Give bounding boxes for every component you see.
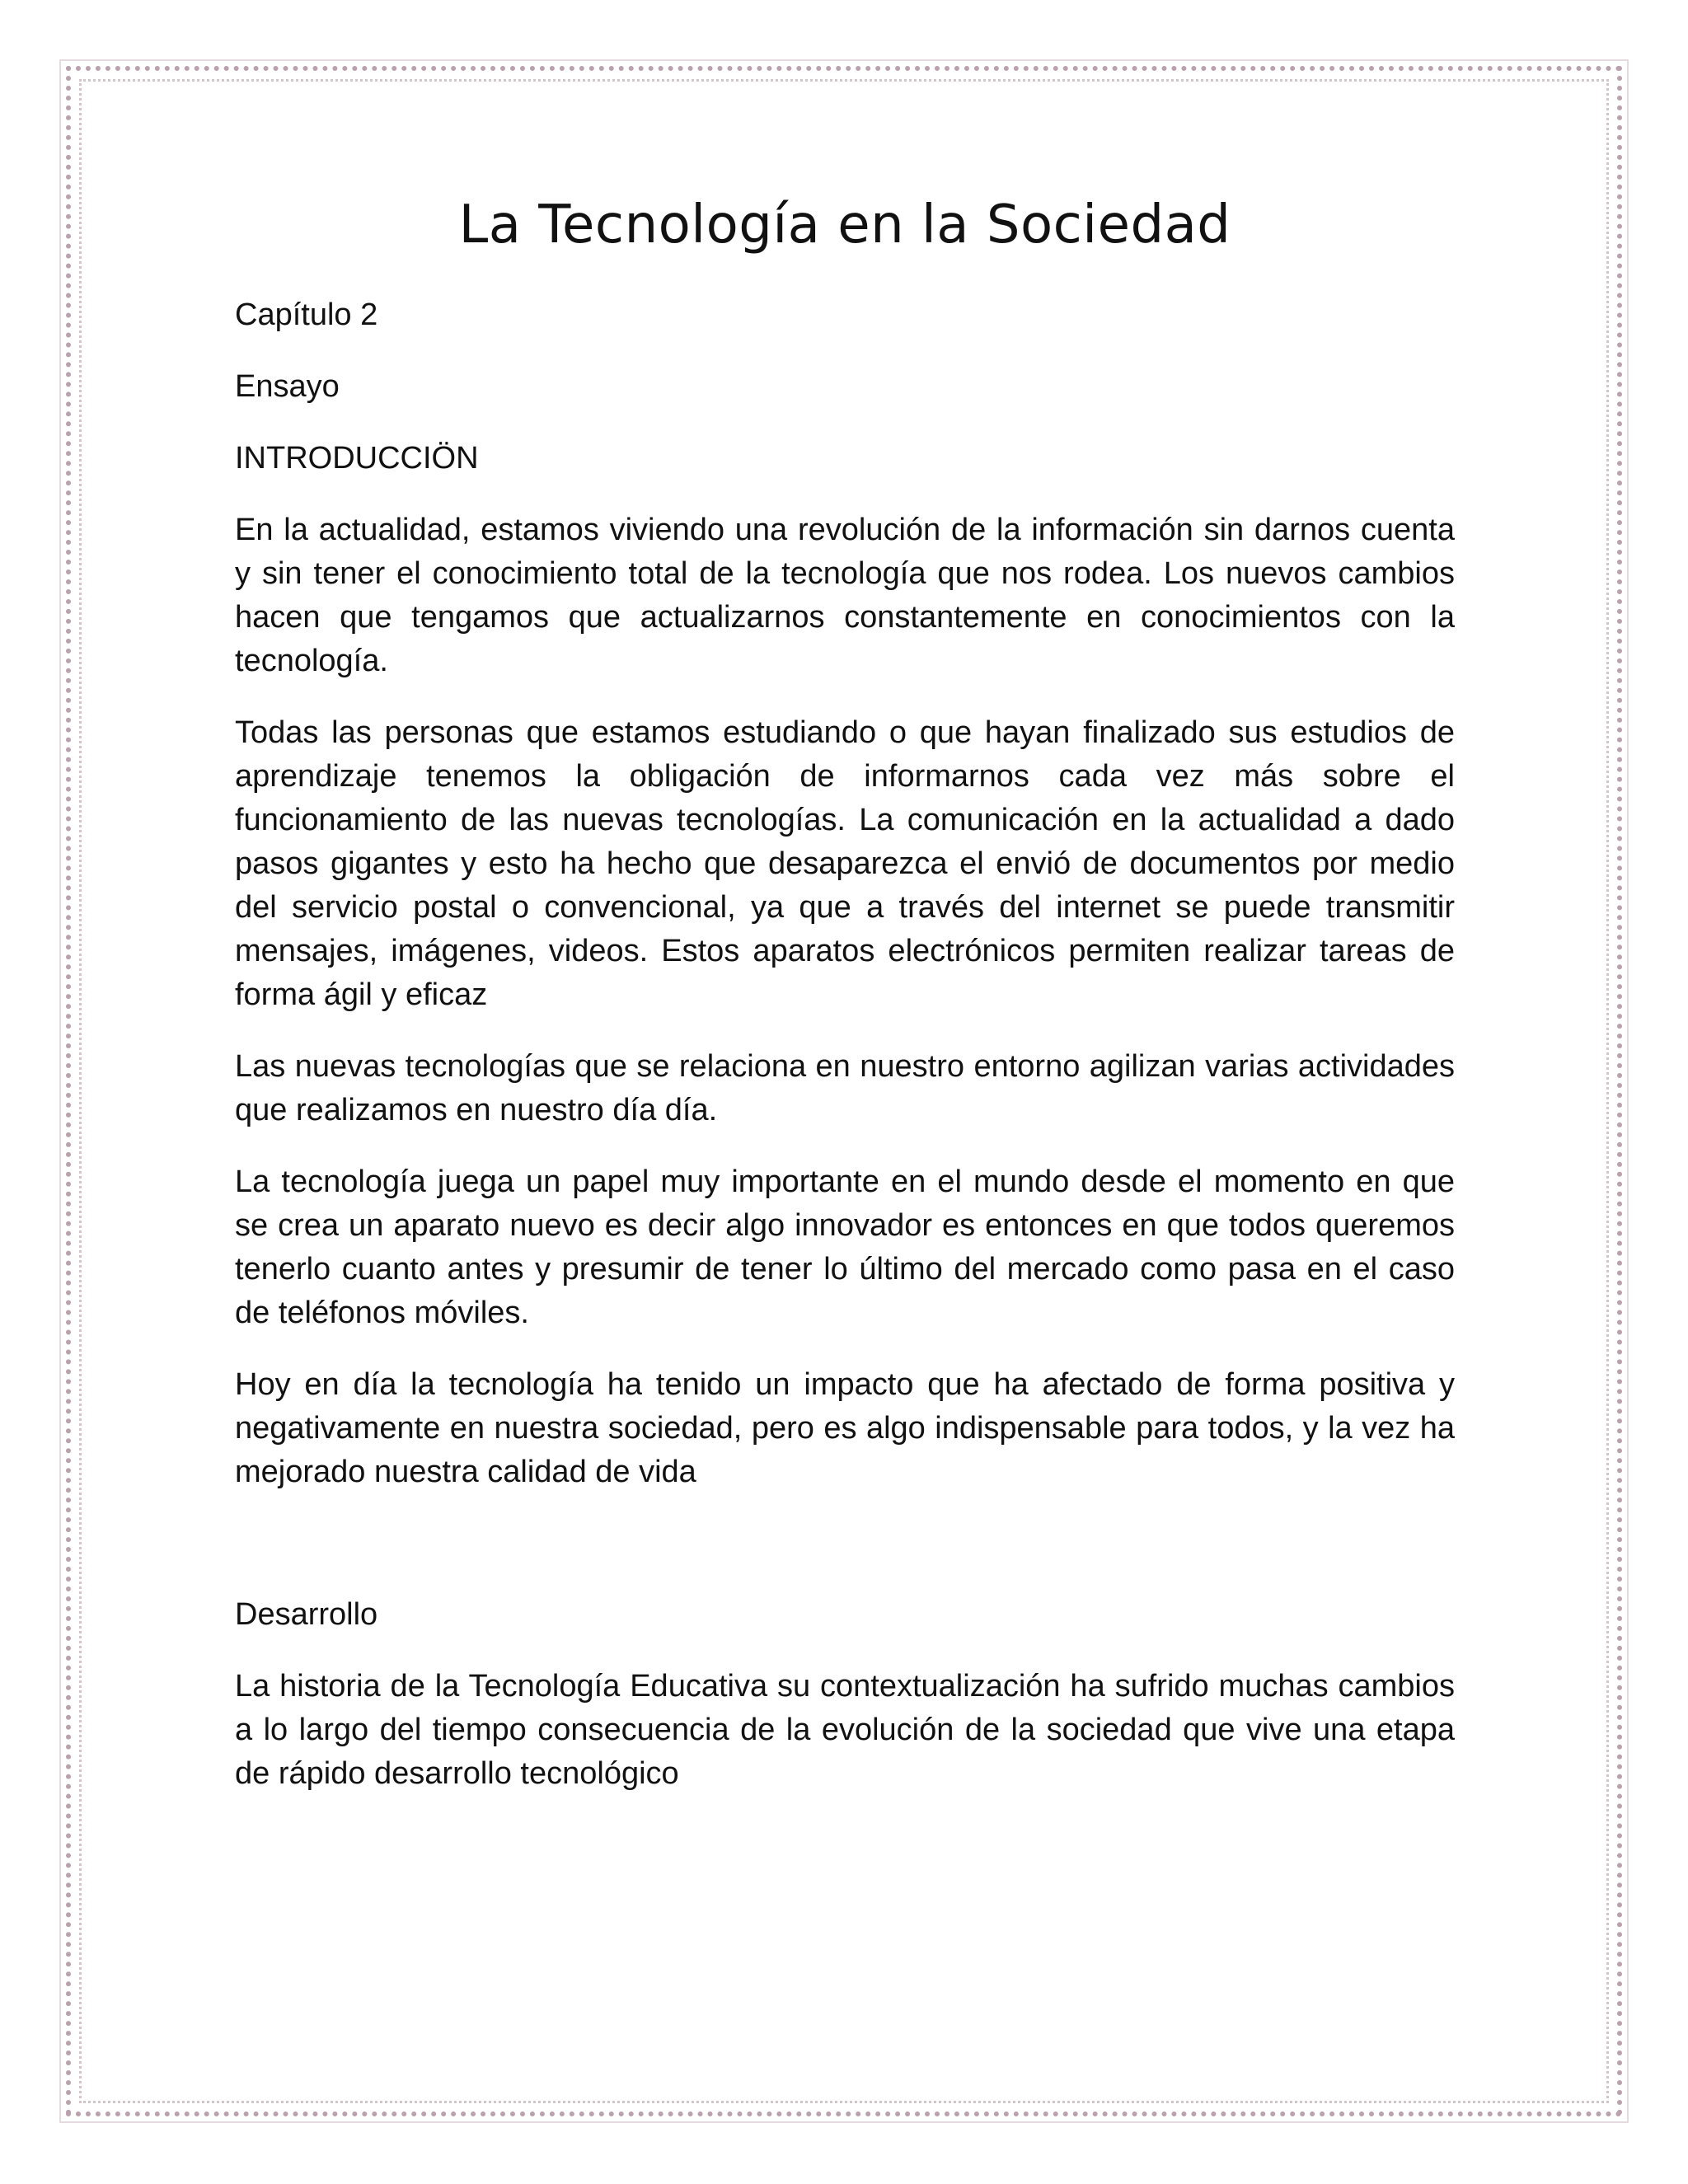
chapter-label: Capítulo 2: [235, 297, 378, 332]
intro-heading: INTRODUCCIÖN: [235, 440, 479, 476]
intro-paragraph: Todas las personas que estamos estudiando o que hayan finalizado sus estudios de aprendizaje tenemos la obligación de informarnos cada vez más sobre el funcionamiento de las nuevas tecnologías. La comunicación en la actualidad a dado pasos gigantes y esto ha hecho que desaparezca el envió de documentos por medio del servicio postal o convencional, ya que a través del internet se puede transmitir mensajes, imágenes, videos. Estos aparatos electrónicos permiten realizar tareas de forma ágil y eficaz: [235, 715, 1455, 1012]
development-heading: Desarrollo: [235, 1596, 378, 1632]
intro-paragraph: En la actualidad, estamos viviendo una revolución de la información sin darnos cuenta y sin tener el conocimiento total de la tecnología que nos rodea. Los nuevos cambios hacen que tengamos que actualizarnos constantemente en conocimientos con la tecnología.: [235, 512, 1455, 678]
section-spacer: [235, 1522, 1455, 1593]
document-title: La Tecnología en la Sociedad: [458, 194, 1231, 255]
genre-label: Ensayo: [235, 368, 340, 404]
document-body: [235, 194, 1455, 1824]
development-paragraph: La historia de la Tecnología Educativa su contextualización ha sufrido muchas cambios a lo largo del tiempo consecuencia de la evolución de la sociedad que vive una etapa de rápido desarrollo tecnológico: [235, 1668, 1455, 1791]
intro-paragraph: Hoy en día la tecnología ha tenido un impacto que ha afectado de forma positiva y negativamente en nuestra sociedad, pero es algo indispensable para todos, y la vez ha mejorado nuestra calidad de vida: [235, 1366, 1455, 1489]
intro-paragraph: La tecnología juega un papel muy importante en el mundo desde el momento en que se crea un aparato nuevo es decir algo innovador es entonces en que todos queremos tenerlo cuanto antes y presumir de tener lo último del mercado como pasa en el caso de teléfonos móviles.: [235, 1164, 1455, 1330]
intro-paragraph: Las nuevas tecnologías que se relaciona en nuestro entorno agilizan varias actividades que realizamos en nuestro día día.: [235, 1048, 1455, 1127]
